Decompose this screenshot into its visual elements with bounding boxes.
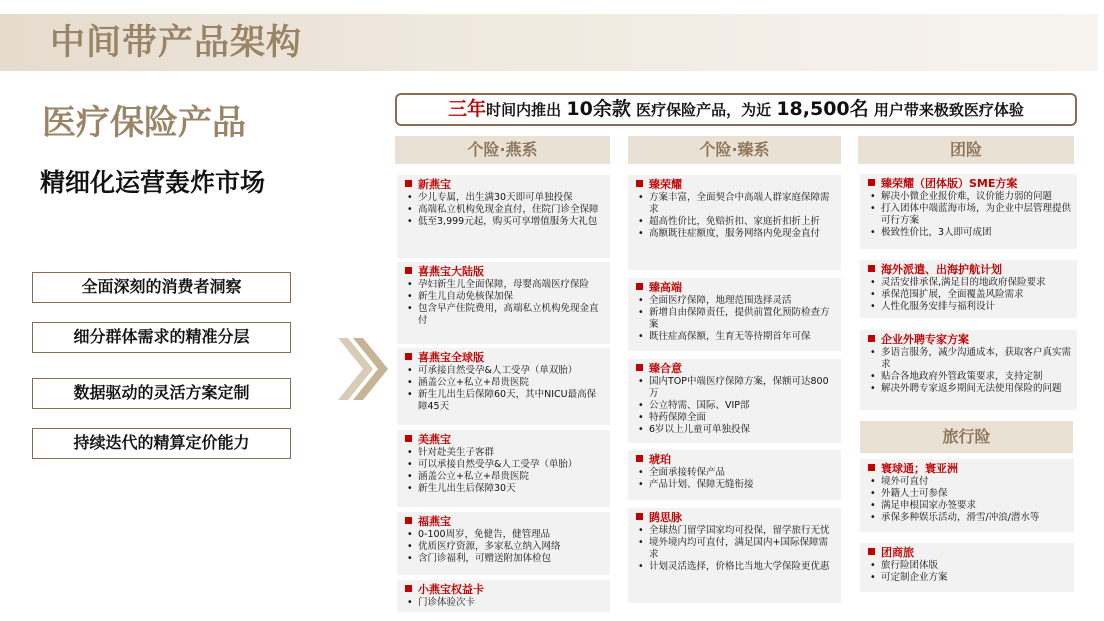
product-card-group-travel (860, 543, 1074, 592)
product-card-xiaoyanbao-card (397, 580, 610, 612)
card-item: • 人性化服务安排与福利设计 (868, 301, 1071, 313)
headline-banner (395, 93, 1077, 126)
product-card-zhenheyi (628, 359, 841, 443)
product-card-huanqiutong (860, 459, 1074, 532)
headline-count: 10余款 (566, 98, 631, 120)
card-item: • 门诊体验次卡 (405, 597, 604, 609)
card-title: 喜燕宝全球版 (418, 351, 484, 364)
card-item: • 全球热门留学国家均可投保，留学旅行无忧 (636, 525, 835, 537)
card-item: • 新生儿自动免核保加保 (405, 291, 604, 303)
double-arrow-icon (338, 338, 388, 400)
card-item: • 涵盖公立+私立+昂贵医院 (405, 377, 604, 389)
column-header-group: 团险 (858, 136, 1074, 164)
card-item: • 含门诊福利，可赠送附加体检包 (405, 553, 604, 565)
section-title: 医疗保险产品 (42, 103, 246, 143)
card-item: • 低至3,999元起，购买可享增值服务大礼包 (405, 216, 604, 228)
card-item: • 新增自由保障责任，提供前置化预防检查方案 (636, 307, 835, 331)
product-card-xinyanbao (397, 175, 610, 258)
card-item: • 孕妇新生儿全面保障，母婴高端医疗保险 (405, 279, 604, 291)
card-item: • 产品计划、保障无缝衔接 (636, 479, 835, 491)
product-card-fuyanbao (397, 512, 610, 575)
card-title: 团商旅 (881, 546, 914, 559)
card-item: • 6岁以上儿童可单独投保 (636, 424, 835, 436)
card-item: • 可承接自然受孕&人工受孕（单双胎） (405, 365, 604, 377)
card-item: • 超高性价比，免赔折扣、家庭折扣折上折 (636, 216, 835, 228)
card-title: 臻荣耀（团体版）SME方案 (881, 177, 1018, 190)
card-item: • 解决小微企业报价难，议价能力弱的问题 (868, 191, 1071, 203)
card-item: • 新生儿出生后保障60天，其中NICU最高保障45天 (405, 389, 604, 413)
section-subtitle: 精细化运营轰炸市场 (40, 168, 266, 197)
product-card-expat-expert (860, 330, 1077, 410)
card-title: 美燕宝 (418, 433, 451, 446)
card-item: • 可定制企业方案 (868, 572, 1068, 584)
card-item: • 全面医疗保障，地理范围选择灵活 (636, 295, 835, 307)
card-item: • 高端私立机构免现金直付，住院门诊全保障 (405, 204, 604, 216)
column-header-travel: 旅行险 (860, 421, 1073, 453)
card-item: • 外籍人士可参保 (868, 488, 1068, 500)
card-title: 寰球通；寰亚洲 (881, 462, 958, 475)
card-item: • 优质医疗资源，多家私立纳入网络 (405, 541, 604, 553)
headline-users: 18,500名 (776, 98, 869, 120)
card-item: • 针对赴美生子客群 (405, 447, 604, 459)
card-item: • 灵活安排承保,满足目的地政府保险要求 (868, 277, 1071, 289)
card-item: • 承保多种娱乐活动，滑雪/冲浪/潜水等 (868, 512, 1068, 524)
product-card-zhenrongyao (628, 175, 841, 270)
headline-text-1: 时间内推出 (486, 101, 562, 119)
product-card-xiyanbao-global (397, 348, 610, 425)
column-header-zhen: 个险·臻系 (628, 136, 841, 164)
card-title: 企业外聘专家方案 (881, 333, 969, 346)
card-item: • 旅行险团体版 (868, 560, 1068, 572)
headline-text-2: 医疗保险产品，为近 (636, 101, 772, 119)
card-title: 鹍思脉 (649, 511, 682, 524)
card-item: • 可以承接自然受孕&人工受孕（单胎） (405, 459, 604, 471)
card-item: • 境外可直付 (868, 476, 1068, 488)
page-title: 中间带产品架构 (50, 23, 303, 63)
card-item: • 打入团体中端蓝海市场，为企业中层管理提供可行方案 (868, 203, 1071, 227)
card-item: • 涵盖公立+私立+昂贵医院 (405, 471, 604, 483)
card-item: • 包含早产住院费用，高端私立机构免现金直付 (405, 303, 604, 327)
product-card-zhengaoduan (628, 278, 841, 351)
card-item: • 满足申根国家办签要求 (868, 500, 1068, 512)
column-header-yan: 个险·燕系 (395, 136, 610, 164)
card-item: • 公立特需、国际、VIP部 (636, 400, 835, 412)
title-banner (0, 14, 1098, 71)
feature-box-pricing: 持续迭代的精算定价能力 (32, 428, 291, 459)
card-item: • 国内TOP中端医疗保障方案，保额可达800万 (636, 376, 835, 400)
card-title: 海外派遣、出海护航计划 (881, 263, 1002, 276)
feature-box-segmentation: 细分群体需求的精准分层 (32, 322, 291, 353)
product-card-kunsimai (628, 508, 841, 603)
card-title: 小燕宝权益卡 (418, 583, 484, 596)
card-item: • 贴合各地政府外管政策要求，支持定制 (868, 371, 1071, 383)
card-title: 琥珀 (649, 453, 671, 466)
product-card-sme-plan (860, 174, 1077, 249)
card-item: • 计划灵活选择，价格比当地大学保险更优惠 (636, 561, 835, 573)
card-item: • 0-100周岁，免健告，健管理品 (405, 529, 604, 541)
card-item: • 承保范围扩展，全面覆盖风险需求 (868, 289, 1071, 301)
card-item: • 境外境内均可直付，满足国内+国际保障需求 (636, 537, 835, 561)
card-item: • 高额既往症额度，服务网络内免现金直付 (636, 228, 835, 240)
headline-years: 三年 (448, 98, 487, 120)
card-item: • 新生儿出生后保障30天 (405, 483, 604, 495)
card-item: • 方案丰富，全面契合中高端人群家庭保障需求 (636, 192, 835, 216)
card-item: • 极致性价比，3人即可成团 (868, 227, 1071, 239)
card-item: • 解决外聘专家返乡期间无法使用保险的问题 (868, 383, 1071, 395)
feature-box-customization: 数据驱动的灵活方案定制 (32, 378, 291, 409)
card-item: • 少儿专属，出生满30天即可单独投保 (405, 192, 604, 204)
card-title: 臻荣耀 (649, 178, 682, 191)
product-card-xiyanbao-mainland (397, 262, 610, 344)
product-card-overseas-dispatch (860, 260, 1077, 318)
product-card-meiyanbao (397, 430, 610, 507)
card-title: 喜燕宝大陆版 (418, 265, 484, 278)
feature-box-insight: 全面深刻的消费者洞察 (32, 272, 291, 303)
card-item: • 既往症高保额，生育无等待期首年可保 (636, 331, 835, 343)
card-item: • 特药保障全面 (636, 412, 835, 424)
product-card-hupo (628, 450, 841, 500)
card-item: • 多语言服务，减少沟通成本，获取客户真实需求 (868, 347, 1071, 371)
headline-text-3: 用户带来极致医疗体验 (873, 101, 1024, 119)
card-item: • 全面承接转保产品 (636, 467, 835, 479)
card-title: 福燕宝 (418, 515, 451, 528)
card-title: 新燕宝 (418, 178, 451, 191)
card-title: 臻合意 (649, 362, 682, 375)
card-title: 臻高端 (649, 281, 682, 294)
